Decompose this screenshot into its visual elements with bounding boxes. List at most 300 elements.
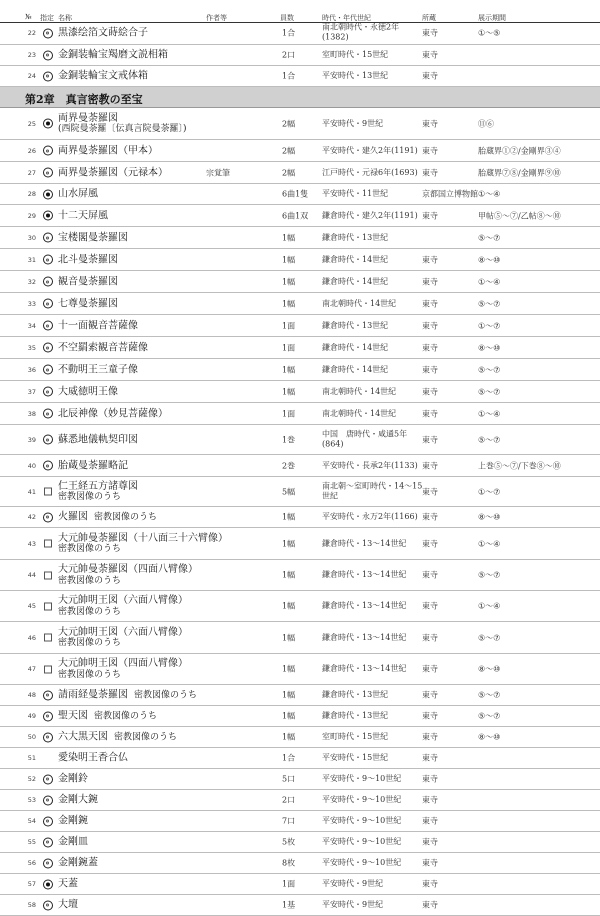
item-era-continued: 世紀	[322, 491, 338, 501]
item-name: 観音曼荼羅図	[58, 275, 118, 287]
item-name-cell	[58, 210, 108, 222]
item-quantity: 1幅	[282, 299, 296, 308]
item-number: 24	[27, 72, 36, 80]
table-row	[0, 184, 600, 205]
item-era-cell	[322, 512, 418, 522]
item-name-subtitle: 密教図像のうち	[58, 575, 122, 586]
header-name: 名称	[58, 14, 72, 22]
chapter-heading	[0, 87, 600, 108]
item-name-cell	[58, 460, 128, 472]
item-era: 平安時代・建久2年(1191)	[322, 145, 418, 155]
item-location: 東寺	[422, 409, 438, 418]
national-treasure-icon	[43, 119, 53, 129]
item-era: 南北朝時代・14世紀	[322, 386, 397, 396]
item-era-cell	[322, 632, 406, 642]
header-era: 時代・年代世紀	[322, 14, 371, 22]
item-number: 36	[27, 365, 36, 374]
item-era: 鎌倉時代・建久2年(1191)	[322, 210, 418, 220]
designation-mark	[42, 837, 53, 848]
item-number: 53	[27, 796, 36, 804]
item-name-subtitle: 密教図像のうち	[58, 669, 122, 680]
registered-property-icon	[44, 665, 52, 673]
item-era-cell	[322, 837, 401, 847]
item-exhibit-period: ①〜④	[478, 409, 501, 418]
item-era-cell	[322, 320, 388, 330]
item-name-cell	[58, 836, 88, 848]
item-name: 金剛大鋺	[58, 794, 98, 806]
item-name: 金銅装輪宝文戒体箱	[58, 70, 148, 82]
item-era-cell	[322, 664, 406, 674]
item-location: 東寺	[422, 633, 438, 642]
item-name-cell	[58, 627, 188, 649]
item-era-cell	[322, 71, 388, 81]
table-row	[0, 425, 600, 455]
item-location: 東寺	[422, 732, 438, 742]
item-number: 34	[27, 321, 36, 330]
item-name-cell	[58, 254, 118, 266]
item-era: 平安時代・13世紀	[322, 70, 389, 80]
table-row	[0, 403, 600, 425]
item-era-cell	[322, 232, 388, 242]
item-name-cell	[58, 481, 138, 503]
item-number: 39	[27, 435, 36, 444]
item-era: 室町時代・15世紀	[322, 49, 389, 59]
table-row	[0, 748, 600, 769]
item-number: 55	[27, 838, 36, 846]
item-era-cell	[322, 408, 396, 418]
item-name: 火羅図	[58, 511, 88, 523]
item-quantity: 5枚	[282, 837, 296, 847]
table-row	[0, 249, 600, 271]
item-era: 南北朝〜室町時代・14〜15	[322, 481, 423, 491]
item-era-cell	[322, 460, 418, 470]
item-era-continued: (864)	[322, 439, 344, 449]
item-era: 平安時代・9世紀	[322, 899, 384, 909]
item-name: 金剛鋺蓋	[58, 857, 98, 869]
item-quantity: 2幅	[282, 168, 296, 177]
table-row	[0, 507, 600, 528]
designation-mark	[42, 298, 53, 309]
item-era-cell	[322, 753, 388, 763]
item-era-cell	[322, 774, 401, 784]
designation-mark	[42, 167, 53, 178]
item-era-cell	[322, 364, 388, 374]
important-property-icon	[43, 837, 53, 847]
item-exhibit-period: ①〜④	[478, 601, 501, 611]
item-exhibit-period: ⑧〜⑩	[478, 343, 501, 352]
designation-mark	[42, 512, 53, 523]
item-number: 30	[27, 233, 36, 242]
item-quantity: 1幅	[282, 233, 296, 242]
table-row	[0, 381, 600, 403]
item-era: 鎌倉時代・14世紀	[322, 276, 389, 286]
item-era: 鎌倉時代・13〜14世紀	[322, 632, 407, 642]
item-name: 金剛鋺	[58, 815, 88, 827]
table-row	[0, 22, 600, 45]
important-property-icon	[43, 28, 53, 38]
item-name: 聖天図	[58, 710, 88, 722]
item-era-cell	[322, 189, 388, 199]
item-number: 38	[27, 409, 36, 418]
table-row	[0, 685, 600, 706]
item-era-cell	[322, 900, 383, 910]
designation-mark	[42, 632, 53, 643]
item-location: 東寺	[422, 711, 438, 721]
item-number: 23	[27, 51, 36, 59]
item-number: 45	[27, 602, 36, 610]
item-name-cell	[58, 899, 78, 911]
registered-property-icon	[44, 540, 52, 548]
item-location: 東寺	[422, 690, 438, 700]
item-location: 東寺	[422, 461, 438, 470]
important-property-icon	[43, 435, 53, 445]
item-quantity: 1幅	[282, 711, 296, 721]
item-era: 平安時代・9〜10世紀	[322, 857, 402, 867]
important-property-icon	[43, 461, 53, 471]
item-quantity: 1巻	[282, 435, 296, 444]
designation-mark	[42, 434, 53, 445]
registered-property-icon	[44, 571, 52, 579]
table-row	[0, 528, 600, 560]
item-era-cell	[322, 276, 388, 286]
item-name-cell	[58, 533, 228, 555]
item-name-cell	[58, 408, 168, 420]
table-row	[0, 108, 600, 140]
designation-mark	[42, 28, 53, 39]
table-row	[0, 622, 600, 654]
item-number: 25	[27, 119, 36, 128]
table-row	[0, 811, 600, 832]
item-location: 東寺	[422, 255, 438, 264]
table-row	[0, 315, 600, 337]
item-era: 南北朝時代・14世紀	[322, 408, 397, 418]
item-name-cell	[58, 595, 188, 617]
item-exhibit-period: ①〜⑦	[478, 321, 501, 330]
item-era: 鎌倉時代・13世紀	[322, 710, 389, 720]
item-number: 41	[27, 487, 36, 496]
designation-mark	[42, 118, 53, 129]
item-quantity: 8枚	[282, 858, 296, 868]
item-exhibit-period: ①〜④	[478, 277, 501, 286]
item-name: 両界曼荼羅図	[58, 112, 118, 124]
item-location: 東寺	[422, 487, 438, 496]
important-property-icon	[43, 774, 53, 784]
item-era: 鎌倉時代・13〜14世紀	[322, 569, 407, 579]
item-name-cell	[58, 188, 98, 200]
item-era-cell	[322, 23, 399, 44]
item-name-cell	[58, 731, 177, 743]
item-era-cell	[322, 342, 388, 352]
item-exhibit-period: ⑤〜⑦	[478, 435, 501, 444]
item-location: 東寺	[422, 539, 438, 548]
item-number: 31	[27, 255, 36, 264]
item-quantity: 1幅	[282, 277, 296, 286]
item-era-cell	[322, 879, 383, 889]
item-name: 北辰神像（妙見菩薩像）	[58, 407, 168, 419]
important-property-icon	[43, 900, 53, 910]
item-exhibit-period: ⑤〜⑦	[478, 233, 501, 242]
table-row	[0, 66, 600, 87]
item-number: 33	[27, 299, 36, 308]
item-number: 48	[27, 691, 36, 699]
item-name: 金銅装輪宝羯磨文説相箱	[58, 49, 168, 61]
item-era: 鎌倉時代・13世紀	[322, 320, 389, 330]
item-name-subtitle: 密教図像のうち	[58, 606, 122, 617]
item-number: 40	[27, 461, 36, 470]
important-property-icon	[43, 255, 53, 265]
designation-mark	[42, 50, 53, 61]
item-location: 東寺	[422, 343, 438, 352]
designation-mark	[42, 774, 53, 785]
item-quantity: 1幅	[282, 512, 296, 522]
item-name: 大元帥明王図（四面八臂像）	[58, 658, 188, 670]
item-author: 宗覚筆	[206, 168, 230, 177]
chapter-title: 第2章 真言密教の至宝	[25, 93, 143, 106]
item-exhibit-period: ⑧〜⑩	[478, 255, 501, 264]
item-era-cell	[322, 858, 401, 868]
item-name-cell	[58, 689, 197, 701]
item-exhibit-period: 胎蔵界①②/金剛界③④	[478, 146, 561, 155]
item-location: 東寺	[422, 28, 438, 38]
important-property-icon	[43, 71, 53, 81]
item-exhibit-period: ⑤〜⑦	[478, 365, 501, 374]
item-name-cell	[58, 276, 118, 288]
item-quantity: 1面	[282, 879, 296, 889]
item-quantity: 1面	[282, 343, 296, 352]
item-era-cell	[322, 570, 406, 580]
designation-mark	[42, 795, 53, 806]
important-property-icon	[43, 343, 53, 353]
important-property-icon	[43, 690, 53, 700]
item-quantity: 1幅	[282, 365, 296, 374]
item-number: 29	[27, 211, 36, 220]
table-row	[0, 874, 600, 895]
table-row	[0, 895, 600, 916]
item-name: 愛染明王香合仏	[58, 752, 128, 764]
designation-mark	[42, 753, 53, 764]
item-name-cell	[58, 710, 157, 722]
designation-mark	[42, 732, 53, 743]
item-name: 大元帥明王図（六面八臂像）	[58, 595, 188, 607]
item-name-subtitle: 密教図像のうち	[58, 544, 122, 555]
item-name: 宝楼閣曼荼羅図	[58, 231, 128, 243]
item-name-cell	[58, 298, 118, 310]
item-era: 鎌倉時代・13〜14世紀	[322, 600, 407, 610]
designation-mark	[42, 816, 53, 827]
item-name: 北斗曼荼羅図	[58, 253, 118, 265]
item-era-cell	[322, 816, 401, 826]
designation-mark	[42, 460, 53, 471]
item-number: 35	[27, 343, 36, 352]
important-property-icon	[43, 299, 53, 309]
table-row	[0, 654, 600, 685]
item-exhibit-period: 上巻⑤〜⑦/下巻⑧〜⑩	[478, 461, 561, 470]
item-name: 蘇悉地儀軌契印図	[58, 433, 138, 445]
item-number: 22	[27, 29, 36, 37]
item-quantity: 1面	[282, 409, 296, 418]
item-number: 43	[27, 539, 36, 548]
registered-property-icon	[44, 488, 52, 496]
item-location: 東寺	[422, 277, 438, 286]
item-name-cell	[58, 794, 98, 806]
item-era: 鎌倉時代・13〜14世紀	[322, 663, 407, 673]
item-location: 東寺	[422, 774, 438, 784]
item-name-cell	[58, 113, 187, 135]
item-quantity: 1幅	[282, 601, 296, 611]
designation-mark	[42, 858, 53, 869]
item-name-cell	[58, 564, 198, 586]
designation-mark	[42, 320, 53, 331]
table-row	[0, 790, 600, 811]
table-header	[0, 0, 600, 23]
designation-mark	[42, 408, 53, 419]
designation-mark	[42, 538, 53, 549]
item-era-cell	[322, 690, 388, 700]
item-era: 鎌倉時代・14世紀	[322, 254, 389, 264]
item-location: 東寺	[422, 299, 438, 308]
important-property-icon	[43, 858, 53, 868]
item-name-subtitle: 密教図像のうち	[58, 492, 122, 503]
item-era: 平安時代・9世紀	[322, 878, 384, 888]
item-location: 東寺	[422, 71, 438, 81]
item-name: 仁王経五方諸尊図	[58, 480, 138, 492]
item-name-cell	[58, 145, 158, 157]
item-location: 東寺	[422, 570, 438, 580]
table-row	[0, 832, 600, 853]
item-location: 東寺	[422, 168, 438, 177]
item-number: 44	[27, 571, 36, 579]
table-row	[0, 706, 600, 727]
item-era: 平安時代・長承2年(1133)	[322, 460, 418, 470]
item-location: 東寺	[422, 816, 438, 826]
item-exhibit-period: ⑧〜⑩	[478, 664, 501, 674]
item-quantity: 1合	[282, 753, 296, 763]
table-row	[0, 271, 600, 293]
item-number: 50	[27, 733, 36, 741]
item-exhibit-period: ①〜④	[478, 539, 501, 548]
item-exhibit-period: ⑧〜⑩	[478, 512, 501, 522]
item-name: 十二天屏風	[58, 209, 108, 221]
header-no: №	[25, 13, 32, 21]
item-quantity: 1合	[282, 71, 296, 81]
item-era: 中国 唐時代・咸通5年	[322, 429, 408, 439]
item-exhibit-period: ⑤〜⑦	[478, 633, 501, 642]
item-quantity: 6曲1双	[282, 211, 309, 220]
item-era-cell	[322, 167, 418, 177]
item-location: 東寺	[422, 435, 438, 444]
item-exhibit-period: ⑤〜⑦	[478, 299, 501, 308]
item-name-cell	[58, 658, 188, 680]
item-location: 東寺	[422, 211, 438, 220]
item-era: 南北朝時代・14世紀	[322, 298, 397, 308]
registered-property-icon	[44, 602, 52, 610]
item-name-cell	[58, 773, 88, 785]
table-row	[0, 205, 600, 227]
item-name: 大威徳明王像	[58, 385, 118, 397]
item-name: 十一面観音菩薩像	[58, 319, 138, 331]
table-row	[0, 45, 600, 66]
item-location: 東寺	[422, 664, 438, 674]
item-era-cell	[322, 145, 418, 155]
item-name: 金剛皿	[58, 836, 88, 848]
designation-mark	[42, 254, 53, 265]
item-era-cell	[322, 795, 401, 805]
header-author: 作者等	[206, 14, 227, 22]
item-location: 東寺	[422, 837, 438, 847]
item-number: 58	[27, 901, 36, 909]
item-number: 47	[27, 665, 36, 673]
item-name: 金剛鈴	[58, 773, 88, 785]
item-name: 六大黒天図	[58, 731, 108, 743]
table-row	[0, 591, 600, 622]
item-exhibit-period: 胎蔵界⑦⑧/金剛界⑨⑩	[478, 168, 561, 177]
item-name-note: 密教図像のうち	[114, 732, 178, 743]
item-location: 東寺	[422, 365, 438, 374]
important-property-icon	[43, 365, 53, 375]
important-property-icon	[43, 146, 53, 156]
table-row	[0, 455, 600, 477]
important-property-icon	[43, 816, 53, 826]
item-era: 平安時代・15世紀	[322, 752, 389, 762]
important-property-icon	[43, 233, 53, 243]
item-exhibit-period: ⑤〜⑦	[478, 570, 501, 580]
table-row	[0, 337, 600, 359]
item-location: 東寺	[422, 753, 438, 763]
item-quantity: 1幅	[282, 255, 296, 264]
important-property-icon	[43, 732, 53, 742]
item-name-cell	[58, 815, 88, 827]
item-era: 室町時代・15世紀	[322, 731, 389, 741]
item-name: 山水屏風	[58, 188, 98, 200]
item-number: 51	[27, 754, 36, 762]
designation-mark	[42, 145, 53, 156]
table-row	[0, 727, 600, 748]
item-name: 請雨経曼荼羅図	[58, 689, 128, 701]
important-property-icon	[43, 387, 53, 397]
item-exhibit-period: 甲帖⑤〜⑦/乙帖⑧〜⑩	[478, 211, 561, 220]
item-location: 東寺	[422, 601, 438, 611]
item-era: 鎌倉時代・14世紀	[322, 342, 389, 352]
item-name-cell	[58, 232, 128, 244]
table-row	[0, 769, 600, 790]
item-era: 平安時代・9〜10世紀	[322, 794, 402, 804]
item-name-cell	[58, 70, 148, 82]
designation-mark	[42, 879, 53, 890]
item-number: 46	[27, 633, 36, 642]
item-quantity: 2口	[282, 795, 296, 805]
item-era: 平安時代・9〜10世紀	[322, 773, 402, 783]
item-name-cell	[58, 167, 168, 179]
item-era: 平安時代・永万2年(1166)	[322, 511, 418, 521]
item-era-cell	[322, 429, 407, 450]
item-number: 27	[27, 168, 36, 177]
item-era: 平安時代・11世紀	[322, 188, 389, 198]
table-row	[0, 162, 600, 184]
item-name-subtitle: 密教図像のうち	[58, 638, 122, 649]
designation-mark	[42, 232, 53, 243]
item-quantity: 1幅	[282, 732, 296, 742]
item-number: 57	[27, 880, 36, 888]
designation-mark	[42, 664, 53, 675]
item-location: 東寺	[422, 119, 438, 128]
item-era: 江戸時代・元禄6年(1693)	[322, 167, 418, 177]
item-era-cell	[322, 210, 418, 220]
table-row	[0, 140, 600, 162]
exhibit-table-body	[0, 22, 600, 916]
item-name-note: 密教図像のうち	[94, 711, 158, 722]
item-name-cell	[58, 342, 148, 354]
item-quantity: 5口	[282, 774, 296, 784]
